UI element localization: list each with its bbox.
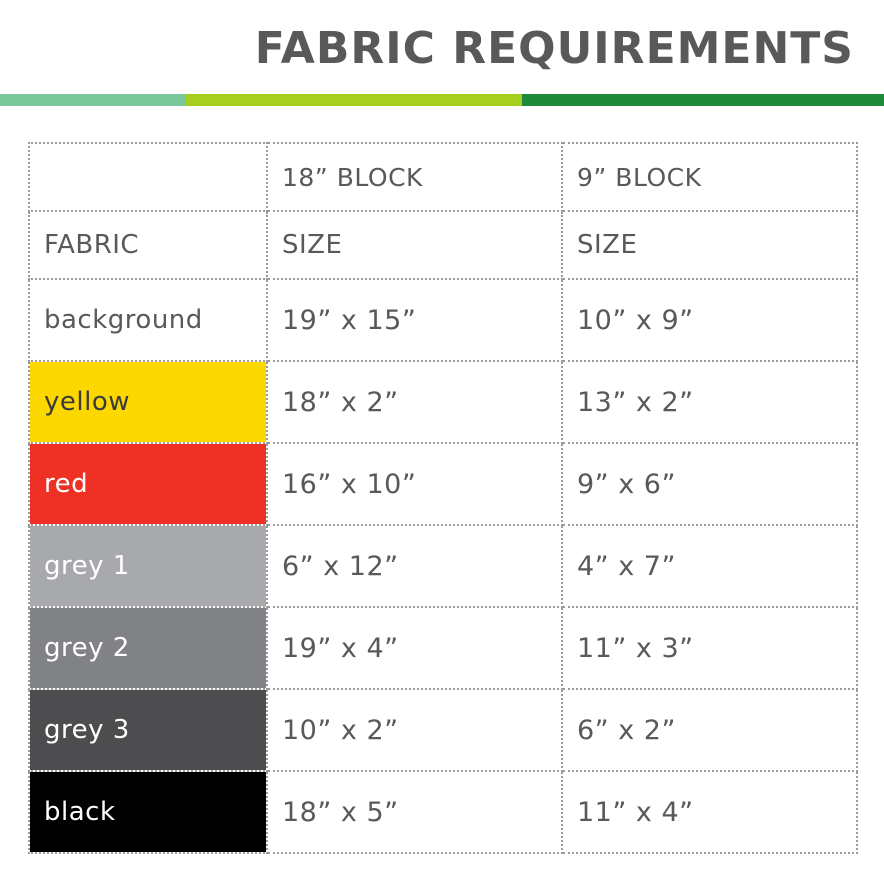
size-18-value: 10” x 2”: [282, 714, 399, 746]
fabric-name-label: red: [44, 469, 89, 499]
swatch-fill-grey-1: [30, 526, 266, 606]
fabric-name-label: grey 3: [44, 715, 130, 745]
size-18-value: 18” x 5”: [282, 796, 399, 828]
size-18-value: 18” x 2”: [282, 386, 399, 418]
swatch-fill-grey-3: [30, 690, 266, 770]
table-header-row-top: [29, 143, 857, 211]
header-size-9-label: SIZE: [577, 230, 638, 260]
fabric-swatch-cell: [29, 689, 267, 771]
header-cell-empty: [29, 143, 267, 211]
fabric-name-label: background: [44, 305, 203, 335]
table-header-row-sub: [29, 211, 857, 279]
size-18-value: 6” x 12”: [282, 550, 399, 582]
fabric-swatch-cell: [29, 525, 267, 607]
page-title: FABRIC REQUIREMENTS: [254, 23, 854, 74]
size-9-cell: [562, 607, 857, 689]
table-row: [29, 279, 857, 361]
size-9-cell: [562, 525, 857, 607]
swatch-fill-black: [30, 772, 266, 852]
header-size-18-label: SIZE: [282, 230, 343, 260]
fabric-swatch-cell: [29, 607, 267, 689]
header-cell-size-9: [562, 211, 857, 279]
fabric-name-label: yellow: [44, 387, 131, 417]
header-cell-fabric: [29, 211, 267, 279]
size-9-cell: [562, 361, 857, 443]
size-9-value: 4” x 7”: [577, 550, 676, 582]
table-row: [29, 443, 857, 525]
header-cell-size-18: [267, 211, 562, 279]
rule-segment-mint: [0, 94, 186, 106]
swatch-fill-background: [30, 280, 266, 360]
header-cell-9-block: [562, 143, 857, 211]
size-18-cell: [267, 689, 562, 771]
size-18-cell: [267, 279, 562, 361]
size-9-cell: [562, 689, 857, 771]
size-9-cell: [562, 443, 857, 525]
size-18-cell: [267, 361, 562, 443]
header-18-block-label: 18” BLOCK: [282, 162, 423, 192]
size-18-cell: [267, 771, 562, 853]
table-row: [29, 525, 857, 607]
rule-segment-lime: [186, 94, 522, 106]
table-row: [29, 607, 857, 689]
swatch-fill-grey-2: [30, 608, 266, 688]
size-9-cell: [562, 279, 857, 361]
size-9-value: 10” x 9”: [577, 304, 694, 336]
table-row: [29, 361, 857, 443]
rule-segment-green: [522, 94, 884, 106]
size-9-value: 11” x 3”: [577, 632, 694, 664]
fabric-swatch-cell: [29, 443, 267, 525]
table-row: [29, 689, 857, 771]
fabric-name-label: grey 1: [44, 551, 130, 581]
fabric-name-label: grey 2: [44, 633, 130, 663]
fabric-swatch-cell: [29, 279, 267, 361]
color-rule-bar: [0, 94, 884, 106]
header-fabric-label: FABRIC: [44, 230, 140, 260]
size-18-cell: [267, 525, 562, 607]
size-9-value: 6” x 2”: [577, 714, 676, 746]
size-9-value: 13” x 2”: [577, 386, 694, 418]
size-9-value: 11” x 4”: [577, 796, 694, 828]
table-body: [29, 143, 857, 853]
size-9-cell: [562, 771, 857, 853]
size-9-value: 9” x 6”: [577, 468, 676, 500]
size-18-value: 19” x 15”: [282, 304, 417, 336]
header-cell-18-block: [267, 143, 562, 211]
header-9-block-label: 9” BLOCK: [577, 162, 702, 192]
size-18-cell: [267, 607, 562, 689]
fabric-requirements-table: [28, 142, 858, 854]
fabric-swatch-cell: [29, 361, 267, 443]
fabric-swatch-cell: [29, 771, 267, 853]
size-18-value: 19” x 4”: [282, 632, 399, 664]
fabric-name-label: black: [44, 797, 116, 827]
table-row: [29, 771, 857, 853]
size-18-cell: [267, 443, 562, 525]
swatch-fill-yellow: [30, 362, 266, 442]
swatch-fill-red: [30, 444, 266, 524]
size-18-value: 16” x 10”: [282, 468, 417, 500]
